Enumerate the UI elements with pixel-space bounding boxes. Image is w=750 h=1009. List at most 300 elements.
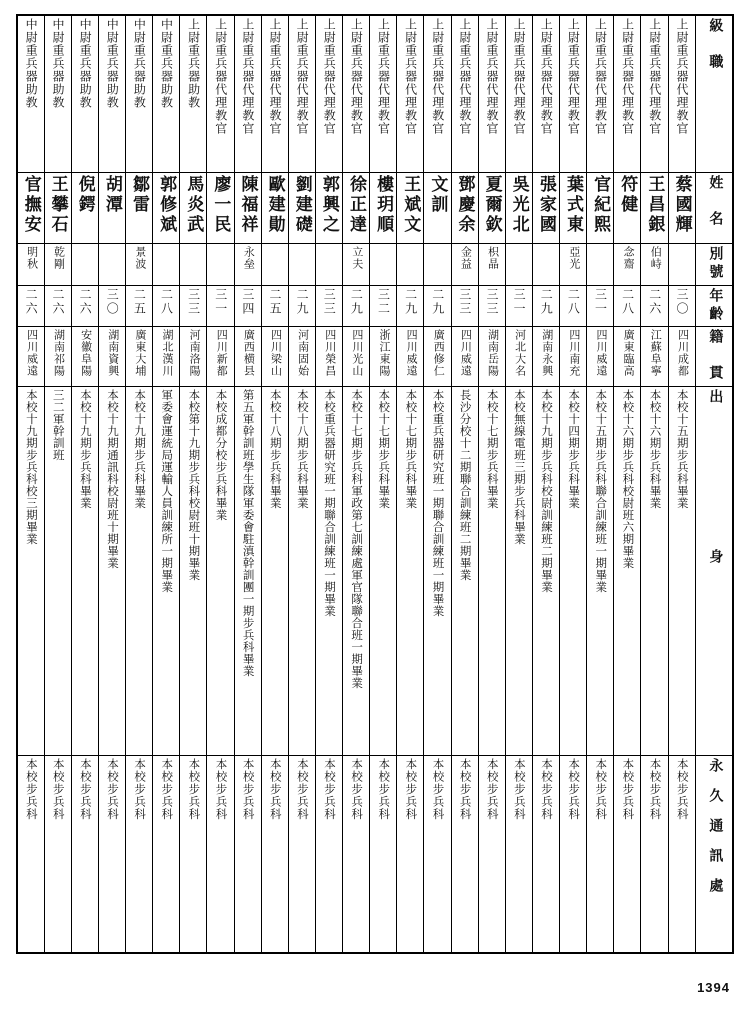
school-text: 本校無線電班三期步兵科畢業 bbox=[512, 388, 525, 545]
cell-name bbox=[560, 172, 587, 244]
school-text: 本校十七期步兵科畢業 bbox=[404, 388, 417, 509]
page-number: 1394 bbox=[697, 980, 730, 995]
cell-origin bbox=[451, 327, 478, 387]
cell-origin bbox=[370, 327, 397, 387]
cell-rank bbox=[180, 15, 207, 172]
cell-age bbox=[315, 285, 342, 326]
cell-rank bbox=[234, 15, 261, 172]
cell-school bbox=[44, 386, 71, 755]
address-text: 本校步兵科 bbox=[187, 757, 200, 821]
cell-address bbox=[397, 755, 424, 953]
name-text: 王昌銀 bbox=[645, 174, 665, 235]
row-origin bbox=[17, 327, 733, 387]
name-text: 鄧慶余 bbox=[455, 174, 475, 235]
address-text: 本校步兵科 bbox=[322, 757, 335, 821]
cell-alias bbox=[288, 244, 315, 285]
origin-text: 江蘇阜寧 bbox=[649, 329, 662, 378]
rank-text: 中尉重兵器助教 bbox=[132, 18, 147, 109]
rank-text: 上尉重兵器代理教官 bbox=[457, 18, 472, 135]
cell-age bbox=[343, 285, 370, 326]
cell-alias bbox=[44, 244, 71, 285]
cell-age bbox=[17, 285, 44, 326]
cell-origin bbox=[126, 327, 153, 387]
header-origin-label: 籍 貫 bbox=[707, 329, 723, 384]
cell-origin bbox=[44, 327, 71, 387]
rank-text: 上尉重兵器代理教官 bbox=[566, 18, 581, 135]
cell-school bbox=[370, 386, 397, 755]
cell-alias bbox=[126, 244, 153, 285]
cell-age bbox=[641, 285, 668, 326]
name-text: 歐建勛 bbox=[265, 174, 285, 235]
cell-address bbox=[153, 755, 180, 953]
cell-address bbox=[587, 755, 614, 953]
cell-alias bbox=[180, 244, 207, 285]
rank-text: 上尉重兵器代理教官 bbox=[539, 18, 554, 135]
age-text: 二八 bbox=[620, 287, 635, 316]
cell-address bbox=[370, 755, 397, 953]
origin-text: 四川榮昌 bbox=[323, 329, 336, 378]
origin-text: 浙江東陽 bbox=[377, 329, 390, 378]
cell-school bbox=[234, 386, 261, 755]
name-text: 王攀石 bbox=[48, 174, 68, 235]
cell-alias bbox=[587, 244, 614, 285]
origin-text: 四川梁山 bbox=[269, 329, 282, 378]
cell-age bbox=[153, 285, 180, 326]
cell-school bbox=[153, 386, 180, 755]
cell-school bbox=[71, 386, 98, 755]
cell-address bbox=[180, 755, 207, 953]
cell-address bbox=[315, 755, 342, 953]
alias-text: 景波 bbox=[133, 246, 146, 271]
name-text: 陳福祥 bbox=[238, 174, 258, 235]
cell-age bbox=[207, 285, 234, 326]
rank-text: 上尉重兵器代理教官 bbox=[267, 18, 282, 135]
alias-text: 立夫 bbox=[350, 246, 363, 271]
school-text: 本校十九期步兵科畢業 bbox=[133, 388, 146, 509]
cell-name bbox=[207, 172, 234, 244]
cell-rank bbox=[451, 15, 478, 172]
cell-rank bbox=[261, 15, 288, 172]
age-text: 三〇 bbox=[675, 287, 690, 316]
cell-origin bbox=[315, 327, 342, 387]
origin-text: 湖南永興 bbox=[540, 329, 553, 378]
alias-text: 永垒 bbox=[242, 246, 255, 271]
cell-alias bbox=[315, 244, 342, 285]
cell-origin bbox=[478, 327, 505, 387]
cell-school bbox=[17, 386, 44, 755]
cell-alias bbox=[370, 244, 397, 285]
origin-text: 四川威遠 bbox=[459, 329, 472, 378]
cell-address bbox=[17, 755, 44, 953]
cell-name bbox=[261, 172, 288, 244]
age-text: 二六 bbox=[50, 287, 65, 316]
alias-text: 伯峙 bbox=[649, 246, 662, 271]
cell-name bbox=[397, 172, 424, 244]
cell-rank bbox=[478, 15, 505, 172]
header-school-label: 出 身 bbox=[707, 388, 723, 589]
header-rank-label: 級 職 bbox=[707, 18, 723, 72]
cell-school bbox=[207, 386, 234, 755]
cell-rank bbox=[614, 15, 641, 172]
cell-school bbox=[478, 386, 505, 755]
cell-name bbox=[126, 172, 153, 244]
cell-rank bbox=[343, 15, 370, 172]
cell-address bbox=[424, 755, 451, 953]
rank-text: 中尉重兵器助教 bbox=[105, 18, 120, 109]
address-text: 本校步兵科 bbox=[105, 757, 118, 821]
address-text: 本校步兵科 bbox=[512, 757, 525, 821]
address-text: 本校步兵科 bbox=[24, 757, 37, 821]
alias-text: 念齋 bbox=[622, 246, 635, 271]
cell-age bbox=[668, 285, 696, 326]
row-school bbox=[17, 386, 733, 755]
age-text: 三三 bbox=[186, 287, 201, 316]
cell-origin bbox=[641, 327, 668, 387]
cell-age bbox=[288, 285, 315, 326]
rank-text: 上尉重兵器代理教官 bbox=[295, 18, 310, 135]
cell-alias bbox=[614, 244, 641, 285]
cell-origin bbox=[614, 327, 641, 387]
cell-address bbox=[44, 755, 71, 953]
cell-rank bbox=[207, 15, 234, 172]
cell-school bbox=[98, 386, 125, 755]
cell-origin bbox=[343, 327, 370, 387]
age-text: 二八 bbox=[159, 287, 174, 316]
cell-age bbox=[370, 285, 397, 326]
cell-rank bbox=[315, 15, 342, 172]
rank-text: 上尉重兵器代理教官 bbox=[376, 18, 391, 135]
cell-name bbox=[315, 172, 342, 244]
cell-name bbox=[614, 172, 641, 244]
cell-age bbox=[44, 285, 71, 326]
cell-alias bbox=[153, 244, 180, 285]
age-text: 三三 bbox=[322, 287, 337, 316]
cell-rank bbox=[71, 15, 98, 172]
cell-age bbox=[532, 285, 559, 326]
cell-address bbox=[234, 755, 261, 953]
rank-text: 上尉重兵器代理教官 bbox=[349, 18, 364, 135]
cell-name bbox=[343, 172, 370, 244]
school-text: 本校十九期步兵科校尉訓練班二期畢業 bbox=[539, 388, 552, 593]
cell-address bbox=[71, 755, 98, 953]
name-text: 吳光北 bbox=[509, 174, 529, 235]
cell-rank bbox=[397, 15, 424, 172]
school-text: 本校十七期步兵科畢業 bbox=[377, 388, 390, 509]
cell-rank bbox=[126, 15, 153, 172]
row-rank bbox=[17, 15, 733, 172]
alias-text: 金益 bbox=[459, 246, 472, 271]
address-text: 本校步兵科 bbox=[539, 757, 552, 821]
cell-age bbox=[180, 285, 207, 326]
rank-text: 上尉重兵器代理教官 bbox=[430, 18, 445, 135]
cell-origin bbox=[560, 327, 587, 387]
address-text: 本校步兵科 bbox=[594, 757, 607, 821]
cell-age bbox=[126, 285, 153, 326]
school-text: 本校十九期步兵科校三期畢業 bbox=[24, 388, 37, 545]
age-text: 二六 bbox=[24, 287, 39, 316]
cell-rank bbox=[424, 15, 451, 172]
origin-text: 四川成都 bbox=[676, 329, 689, 378]
origin-text: 湖南資興 bbox=[106, 329, 119, 378]
row-age bbox=[17, 285, 733, 326]
age-text: 二八 bbox=[566, 287, 581, 316]
address-text: 本校步兵科 bbox=[78, 757, 91, 821]
cell-origin bbox=[98, 327, 125, 387]
cell-address bbox=[641, 755, 668, 953]
cell-name bbox=[44, 172, 71, 244]
address-text: 本校步兵科 bbox=[51, 757, 64, 821]
cell-rank bbox=[153, 15, 180, 172]
cell-name bbox=[668, 172, 696, 244]
rank-text: 中尉重兵器助教 bbox=[50, 18, 65, 109]
cell-origin bbox=[668, 327, 696, 387]
name-text: 馬炎武 bbox=[184, 174, 204, 235]
name-text: 文訓 bbox=[428, 174, 448, 215]
cell-origin bbox=[71, 327, 98, 387]
cell-age bbox=[424, 285, 451, 326]
school-text: 本校成都分校步兵科畢業 bbox=[214, 388, 227, 521]
age-text: 二九 bbox=[295, 287, 310, 316]
name-text: 王斌文 bbox=[401, 174, 421, 235]
cell-rank bbox=[641, 15, 668, 172]
cell-alias bbox=[641, 244, 668, 285]
cell-age bbox=[614, 285, 641, 326]
rank-text: 上尉重兵器代理教官 bbox=[675, 18, 690, 135]
cell-address bbox=[668, 755, 696, 953]
cell-alias bbox=[17, 244, 44, 285]
cell-address bbox=[98, 755, 125, 953]
cell-school bbox=[560, 386, 587, 755]
cell-school bbox=[505, 386, 532, 755]
cell-school bbox=[451, 386, 478, 755]
cell-origin bbox=[17, 327, 44, 387]
cell-name bbox=[17, 172, 44, 244]
address-text: 本校步兵科 bbox=[431, 757, 444, 821]
age-text: 二六 bbox=[78, 287, 93, 316]
cell-alias bbox=[261, 244, 288, 285]
header-rank bbox=[696, 15, 734, 172]
cell-school bbox=[587, 386, 614, 755]
address-text: 本校步兵科 bbox=[458, 757, 471, 821]
header-school bbox=[696, 386, 734, 755]
alias-text: 枳晶 bbox=[486, 246, 499, 271]
address-text: 本校步兵科 bbox=[621, 757, 634, 821]
header-address-label: 永久通訊處 bbox=[707, 757, 723, 908]
cell-age bbox=[397, 285, 424, 326]
origin-text: 四川威遠 bbox=[594, 329, 607, 378]
age-text: 三二 bbox=[376, 287, 391, 316]
cell-address bbox=[261, 755, 288, 953]
rank-text: 上尉重兵器代理教官 bbox=[620, 18, 635, 135]
address-text: 本校步兵科 bbox=[268, 757, 281, 821]
header-alias-label: 別號 bbox=[707, 246, 723, 283]
school-text: 本校十八期步兵科畢業 bbox=[268, 388, 281, 509]
alias-text: 明秋 bbox=[25, 246, 38, 271]
cell-name bbox=[505, 172, 532, 244]
age-text: 三一 bbox=[512, 287, 527, 316]
cell-name bbox=[478, 172, 505, 244]
cell-rank bbox=[587, 15, 614, 172]
school-text: 本校十四期步兵科畢業 bbox=[567, 388, 580, 509]
cell-name bbox=[71, 172, 98, 244]
cell-school bbox=[397, 386, 424, 755]
name-text: 劉建礎 bbox=[292, 174, 312, 235]
origin-text: 廣東臨高 bbox=[622, 329, 635, 378]
origin-text: 廣西修仁 bbox=[432, 329, 445, 378]
school-text: 本校十六期步兵科校尉班六期畢業 bbox=[621, 388, 634, 569]
age-text: 三〇 bbox=[105, 287, 120, 316]
cell-address bbox=[207, 755, 234, 953]
school-text: 本校十八期步兵科畢業 bbox=[295, 388, 308, 509]
personnel-roster-table bbox=[16, 14, 734, 954]
cell-alias bbox=[98, 244, 125, 285]
school-text: 本校十九期步兵科畢業 bbox=[78, 388, 91, 509]
cell-age bbox=[560, 285, 587, 326]
rank-text: 上尉重兵器代理教官 bbox=[403, 18, 418, 135]
address-text: 本校步兵科 bbox=[350, 757, 363, 821]
cell-age bbox=[478, 285, 505, 326]
cell-rank bbox=[532, 15, 559, 172]
cell-alias bbox=[532, 244, 559, 285]
cell-age bbox=[261, 285, 288, 326]
school-text: 本校第十九期步兵科校尉班十期畢業 bbox=[187, 388, 200, 581]
age-text: 三三 bbox=[484, 287, 499, 316]
school-text: 本校十七期步兵科軍政第七訓練處軍官隊聯合班一期畢業 bbox=[350, 388, 363, 689]
row-name bbox=[17, 172, 733, 244]
school-text: 本校重兵器研究班一期聯合訓練班一期畢業 bbox=[431, 388, 444, 617]
cell-origin bbox=[288, 327, 315, 387]
cell-school bbox=[532, 386, 559, 755]
cell-alias bbox=[668, 244, 696, 285]
rank-text: 上尉重兵器代理教官 bbox=[213, 18, 228, 135]
name-text: 郭修斌 bbox=[157, 174, 177, 235]
cell-origin bbox=[261, 327, 288, 387]
origin-text: 廣西横县 bbox=[242, 329, 255, 378]
cell-school bbox=[261, 386, 288, 755]
cell-origin bbox=[180, 327, 207, 387]
cell-rank bbox=[44, 15, 71, 172]
cell-alias bbox=[478, 244, 505, 285]
name-text: 張家國 bbox=[536, 174, 556, 235]
cell-alias bbox=[397, 244, 424, 285]
cell-name bbox=[641, 172, 668, 244]
header-alias bbox=[696, 244, 734, 285]
age-text: 三一 bbox=[593, 287, 608, 316]
cell-name bbox=[532, 172, 559, 244]
cell-alias bbox=[71, 244, 98, 285]
name-text: 倪鍔 bbox=[75, 174, 95, 215]
origin-text: 湖北漢川 bbox=[160, 329, 173, 378]
cell-origin bbox=[587, 327, 614, 387]
rank-text: 上尉重兵器代理教官 bbox=[647, 18, 662, 135]
name-text: 符健 bbox=[618, 174, 638, 215]
cell-address bbox=[532, 755, 559, 953]
address-text: 本校步兵科 bbox=[241, 757, 254, 821]
school-text: 三二軍幹訓班 bbox=[51, 388, 64, 461]
origin-text: 四川威遠 bbox=[405, 329, 418, 378]
cell-name bbox=[153, 172, 180, 244]
cell-age bbox=[505, 285, 532, 326]
cell-name bbox=[234, 172, 261, 244]
rank-text: 上尉重兵器助教 bbox=[186, 18, 201, 109]
age-text: 三三 bbox=[457, 287, 472, 316]
rank-text: 中尉重兵器助教 bbox=[24, 18, 39, 109]
cell-origin bbox=[153, 327, 180, 387]
cell-rank bbox=[98, 15, 125, 172]
header-name bbox=[696, 172, 734, 244]
school-text: 本校十五期步兵科畢業 bbox=[675, 388, 688, 509]
school-text: 第五軍幹訓班學生隊軍委會駐滇幹訓團一期步兵科畢業 bbox=[241, 388, 254, 677]
rank-text: 上尉重兵器代理教官 bbox=[484, 18, 499, 135]
alias-text: 亞光 bbox=[567, 246, 580, 271]
cell-alias bbox=[234, 244, 261, 285]
name-text: 官紀熙 bbox=[591, 174, 611, 235]
cell-school bbox=[315, 386, 342, 755]
age-text: 二五 bbox=[267, 287, 282, 316]
address-text: 本校步兵科 bbox=[295, 757, 308, 821]
cell-address bbox=[343, 755, 370, 953]
cell-address bbox=[614, 755, 641, 953]
origin-text: 四川威遠 bbox=[25, 329, 38, 378]
name-text: 廖一民 bbox=[211, 174, 231, 235]
cell-address bbox=[126, 755, 153, 953]
cell-school bbox=[668, 386, 696, 755]
origin-text: 四川光山 bbox=[350, 329, 363, 378]
cell-origin bbox=[397, 327, 424, 387]
cell-address bbox=[478, 755, 505, 953]
rank-text: 中尉重兵器助教 bbox=[159, 18, 174, 109]
cell-rank bbox=[370, 15, 397, 172]
school-text: 長沙分校十二期聯合訓練班二期畢業 bbox=[458, 388, 471, 581]
cell-school bbox=[343, 386, 370, 755]
name-text: 胡潭 bbox=[102, 174, 122, 215]
cell-age bbox=[587, 285, 614, 326]
address-text: 本校步兵科 bbox=[485, 757, 498, 821]
rank-text: 上尉重兵器代理教官 bbox=[593, 18, 608, 135]
origin-text: 四川南充 bbox=[567, 329, 580, 378]
name-text: 樓玥順 bbox=[374, 174, 394, 235]
origin-text: 安徽阜陽 bbox=[79, 329, 92, 378]
cell-address bbox=[288, 755, 315, 953]
name-text: 鄒雷 bbox=[129, 174, 149, 215]
origin-text: 湖南岳陽 bbox=[486, 329, 499, 378]
origin-text: 四川新都 bbox=[215, 329, 228, 378]
school-text: 本校十六期步兵科畢業 bbox=[648, 388, 661, 509]
age-text: 二九 bbox=[403, 287, 418, 316]
origin-text: 河北大名 bbox=[513, 329, 526, 378]
origin-text: 河南洛陽 bbox=[188, 329, 201, 378]
cell-age bbox=[71, 285, 98, 326]
cell-address bbox=[505, 755, 532, 953]
school-text: 本校十五期步兵科聯合訓練班一期畢業 bbox=[594, 388, 607, 593]
origin-text: 廣東大埔 bbox=[133, 329, 146, 378]
age-text: 二六 bbox=[647, 287, 662, 316]
row-address bbox=[17, 755, 733, 953]
cell-origin bbox=[532, 327, 559, 387]
origin-text: 河南固始 bbox=[296, 329, 309, 378]
school-text: 本校十七期步兵科畢業 bbox=[485, 388, 498, 509]
cell-alias bbox=[560, 244, 587, 285]
rank-text: 中尉重兵器助教 bbox=[78, 18, 93, 109]
header-origin bbox=[696, 327, 734, 387]
name-text: 蔡國輝 bbox=[672, 174, 692, 235]
cell-name bbox=[288, 172, 315, 244]
address-text: 本校步兵科 bbox=[567, 757, 580, 821]
address-text: 本校步兵科 bbox=[160, 757, 173, 821]
name-text: 官撫安 bbox=[21, 174, 41, 235]
cell-school bbox=[641, 386, 668, 755]
cell-alias bbox=[424, 244, 451, 285]
